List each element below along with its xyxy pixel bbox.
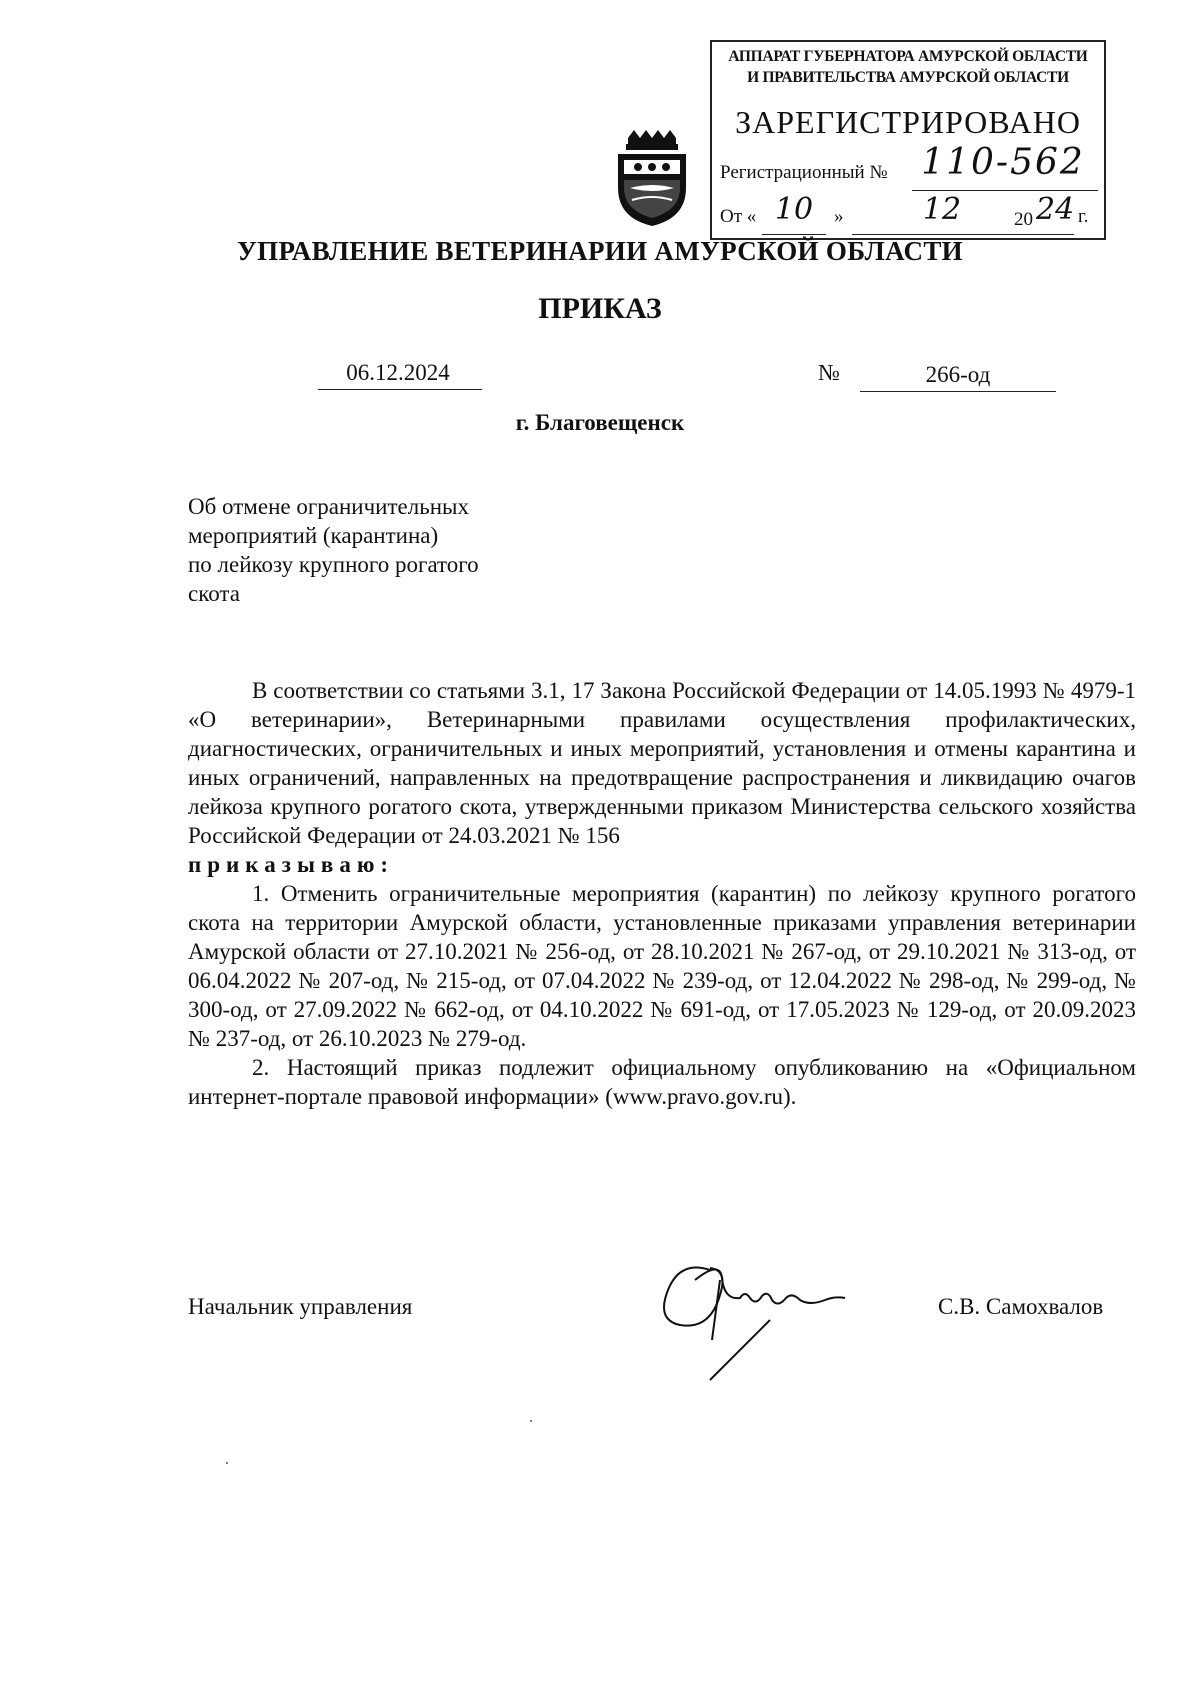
city: г. Благовещенск bbox=[515, 410, 685, 435]
coat-of-arms-icon bbox=[610, 128, 694, 228]
stamp-authority-line-2: И ПРАВИТЕЛЬСТВА АМУРСКОЙ ОБЛАСТИ bbox=[747, 69, 1069, 86]
number-sign: № bbox=[818, 360, 840, 385]
stamp-year-underline bbox=[1012, 234, 1074, 235]
registration-stamp bbox=[710, 40, 1106, 240]
stamp-year-suffix: 24 bbox=[1036, 192, 1075, 227]
stamp-day-underline bbox=[762, 234, 826, 235]
stamp-reg-number: 110-562 bbox=[921, 142, 1085, 183]
stamp-date-day: 10 bbox=[774, 192, 814, 227]
stamp-date-prefix: От « bbox=[720, 206, 757, 227]
order-date: 06.12.2024 bbox=[346, 360, 450, 385]
organization-name: УПРАВЛЕНИЕ ВЕТЕРИНАРИИ АМУРСКОЙ ОБЛАСТИ bbox=[237, 236, 963, 266]
subject-line: мероприятий (карантина) bbox=[188, 523, 439, 548]
stamp-date-suffix: г. bbox=[1078, 206, 1089, 227]
preamble-paragraph: В соответствии со статьями 3.1, 17 Закона Российской Федерации от 14.05.1993 № 4979-1 «О ветеринарии», Ветеринарными правилами осуществления профилактических, диагностических, ограничительных и иных мероприятий, установления и отмены карантина и иных ограничений, направленных на предотвращение распространения и ликвидацию очагов лейкоза крупного рогатого скота, утвержденными приказом Министерства сельского хозяйства Российской Федерации от 24.03.2021 № 156 bbox=[188, 678, 1136, 848]
order-item-2: 2. Настоящий приказ подлежит официальному опубликованию на «Официальном интернет-портале правовой информации» (www.pravo.gov.ru). bbox=[188, 1055, 1136, 1109]
subject-line: по лейкозу крупного рогатого bbox=[188, 552, 479, 577]
stamp-reg-underline bbox=[912, 190, 1098, 191]
signer-name: С.В. Самохвалов bbox=[938, 1294, 1104, 1319]
stamp-authority-line-1: АППАРАТ ГУБЕРНАТОРА АМУРСКОЙ ОБЛАСТИ bbox=[728, 48, 1088, 65]
stamp-year-prefix: 20 bbox=[1014, 209, 1033, 230]
order-item-1: 1. Отменить ограничительные мероприятия (карантин) по лейкозу крупного рогатого скота на территории Амурской области, установленные приказами управления ветеринарии Амурской области от 27.10.2021 № 256-од, от 28.10.2021 № 267-од, от 29.10.2021 № 313-од, от 06.04.2022 № 207-од, № 215-од, от 07.04.2022 № 239-од, от 12.04.2022 № 298-од, № 299-од, № 300-од, от 27.09.2022 № 662-од, от 04.10.2022 № 691-од, от 17.05.2023 № 129-од, от 20.09.2023 № 237-од, от 26.10.2023 № 279-од. bbox=[188, 881, 1136, 1051]
scan-speck bbox=[226, 1462, 228, 1464]
stamp-date-quote: » bbox=[834, 206, 844, 227]
stamp-month-underline bbox=[852, 234, 1012, 235]
subject-line: Об отмене ограничительных bbox=[188, 494, 469, 519]
order-word: приказываю: bbox=[188, 852, 395, 877]
stamp-date-month: 12 bbox=[922, 192, 962, 227]
signer-title: Начальник управления bbox=[188, 1294, 413, 1319]
order-subject bbox=[188, 492, 568, 608]
number-underline bbox=[860, 391, 1056, 392]
document-type: ПРИКАЗ bbox=[538, 292, 662, 325]
order-body bbox=[188, 676, 1136, 1111]
date-underline bbox=[318, 389, 482, 390]
stamp-status: ЗАРЕГИСТРИРОВАНО bbox=[735, 104, 1081, 140]
handwritten-signature bbox=[650, 1250, 860, 1390]
order-number: 266-од bbox=[925, 362, 991, 387]
stamp-reg-label: Регистрационный № bbox=[720, 162, 888, 183]
subject-line: скота bbox=[188, 581, 240, 606]
scan-speck bbox=[530, 1420, 532, 1422]
